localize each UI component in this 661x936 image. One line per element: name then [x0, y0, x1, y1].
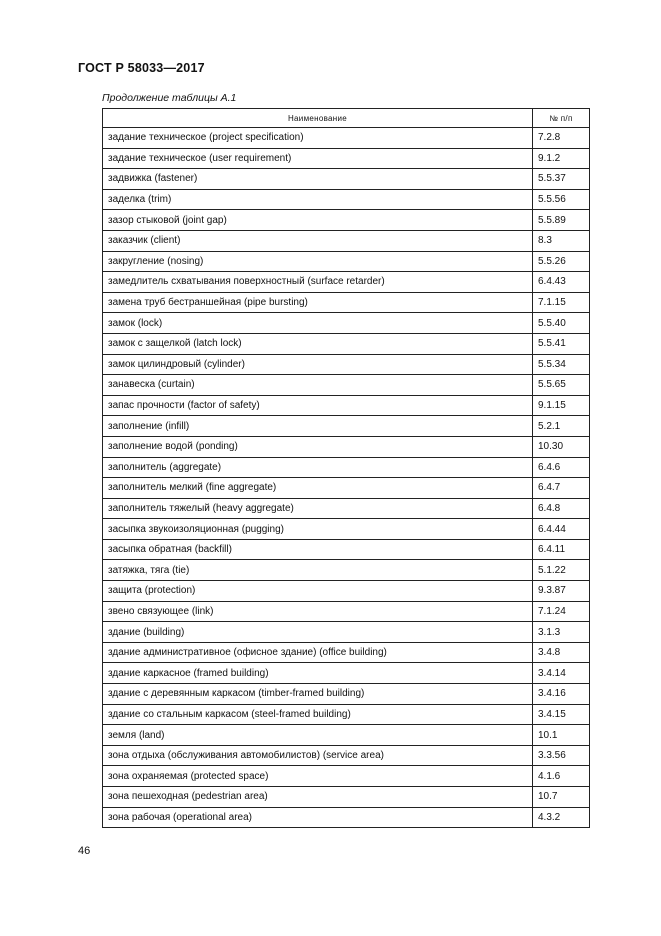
term-name-cell: здание (building) — [103, 622, 533, 643]
table-row — [103, 230, 590, 251]
term-number-cell: 3.4.8 — [533, 642, 590, 663]
term-name-cell: запас прочности (factor of safety) — [103, 395, 533, 416]
table-row — [103, 210, 590, 231]
table-row — [103, 478, 590, 499]
term-name-cell: зазор стыковой (joint gap) — [103, 210, 533, 231]
term-name-cell: зона рабочая (operational area) — [103, 807, 533, 828]
term-number-cell: 7.2.8 — [533, 128, 590, 149]
term-number-cell: 10.7 — [533, 787, 590, 808]
table-row — [103, 807, 590, 828]
table-row — [103, 436, 590, 457]
term-name-cell: замена труб бестраншейная (pipe bursting) — [103, 292, 533, 313]
term-number-cell: 7.1.24 — [533, 601, 590, 622]
table-row — [103, 457, 590, 478]
table-row — [103, 519, 590, 540]
term-number-cell: 3.3.56 — [533, 745, 590, 766]
term-number-cell: 5.2.1 — [533, 416, 590, 437]
term-number-cell: 6.4.6 — [533, 457, 590, 478]
term-number-cell: 4.3.2 — [533, 807, 590, 828]
term-name-cell: задание техническое (project specification) — [103, 128, 533, 149]
term-number-cell: 7.1.15 — [533, 292, 590, 313]
term-name-cell: заказчик (client) — [103, 230, 533, 251]
term-name-cell: заполнение водой (ponding) — [103, 436, 533, 457]
page-number: 46 — [78, 845, 91, 857]
table-row — [103, 251, 590, 272]
term-number-cell: 5.5.40 — [533, 313, 590, 334]
term-number-cell: 9.3.87 — [533, 581, 590, 602]
term-number-cell: 5.5.41 — [533, 333, 590, 354]
term-number-cell: 3.1.3 — [533, 622, 590, 643]
term-name-cell: замедлитель схватывания поверхностный (surface retarder) — [103, 272, 533, 293]
term-number-cell: 6.4.44 — [533, 519, 590, 540]
term-name-cell: заделка (trim) — [103, 189, 533, 210]
term-name-cell: зона охраняемая (protected space) — [103, 766, 533, 787]
term-number-cell: 3.4.15 — [533, 704, 590, 725]
term-number-cell: 10.30 — [533, 436, 590, 457]
term-name-cell: здание со стальным каркасом (steel-framed building) — [103, 704, 533, 725]
term-number-cell: 9.1.2 — [533, 148, 590, 169]
column-header-name: Наименование — [103, 109, 533, 128]
term-name-cell: засыпка звукоизоляционная (pugging) — [103, 519, 533, 540]
table-row — [103, 148, 590, 169]
term-number-cell: 6.4.11 — [533, 539, 590, 560]
term-name-cell: задание техническое (user requirement) — [103, 148, 533, 169]
term-name-cell: зона пешеходная (pedestrian area) — [103, 787, 533, 808]
table-row — [103, 787, 590, 808]
term-name-cell: заполнитель мелкий (fine aggregate) — [103, 478, 533, 499]
term-number-cell: 6.4.8 — [533, 498, 590, 519]
term-number-cell: 6.4.7 — [533, 478, 590, 499]
table-row — [103, 375, 590, 396]
term-number-cell: 5.5.89 — [533, 210, 590, 231]
term-name-cell: замок с защелкой (latch lock) — [103, 333, 533, 354]
term-name-cell: замок (lock) — [103, 313, 533, 334]
term-name-cell: затяжка, тяга (tie) — [103, 560, 533, 581]
table-row — [103, 663, 590, 684]
table-body — [103, 128, 590, 828]
terms-table — [102, 108, 590, 828]
term-number-cell: 10.1 — [533, 725, 590, 746]
table-row — [103, 395, 590, 416]
term-name-cell: зона отдыха (обслуживания автомобилистов) (service area) — [103, 745, 533, 766]
table-row — [103, 189, 590, 210]
term-number-cell: 5.5.56 — [533, 189, 590, 210]
term-name-cell: здание с деревянным каркасом (timber-framed building) — [103, 684, 533, 705]
term-number-cell: 5.1.22 — [533, 560, 590, 581]
term-name-cell: земля (land) — [103, 725, 533, 746]
document-header: ГОСТ Р 58033—2017 — [78, 61, 205, 75]
term-number-cell: 5.5.34 — [533, 354, 590, 375]
term-name-cell: занавеска (curtain) — [103, 375, 533, 396]
table-row — [103, 354, 590, 375]
table-row — [103, 333, 590, 354]
term-name-cell: закругление (nosing) — [103, 251, 533, 272]
term-number-cell: 3.4.14 — [533, 663, 590, 684]
term-name-cell: задвижка (fastener) — [103, 169, 533, 190]
table-row — [103, 272, 590, 293]
table-row — [103, 766, 590, 787]
table-row — [103, 313, 590, 334]
table-row — [103, 704, 590, 725]
term-number-cell: 4.1.6 — [533, 766, 590, 787]
term-name-cell: звено связующее (link) — [103, 601, 533, 622]
table-row — [103, 128, 590, 149]
term-name-cell: защита (protection) — [103, 581, 533, 602]
term-name-cell: засыпка обратная (backfill) — [103, 539, 533, 560]
term-number-cell: 5.5.65 — [533, 375, 590, 396]
term-name-cell: заполнитель (aggregate) — [103, 457, 533, 478]
table-row — [103, 169, 590, 190]
term-number-cell: 3.4.16 — [533, 684, 590, 705]
term-number-cell: 8.3 — [533, 230, 590, 251]
table-row — [103, 416, 590, 437]
term-name-cell: здание каркасное (framed building) — [103, 663, 533, 684]
table-row — [103, 560, 590, 581]
table-header-row — [103, 109, 590, 128]
table-row — [103, 642, 590, 663]
table-row — [103, 745, 590, 766]
table-row — [103, 498, 590, 519]
term-number-cell: 6.4.43 — [533, 272, 590, 293]
table-row — [103, 292, 590, 313]
table-row — [103, 725, 590, 746]
column-header-number: № п/п — [533, 109, 590, 128]
term-name-cell: замок цилиндровый (cylinder) — [103, 354, 533, 375]
table-row — [103, 601, 590, 622]
table-row — [103, 622, 590, 643]
table-row — [103, 539, 590, 560]
table-caption: Продолжение таблицы А.1 — [102, 92, 237, 104]
table-row — [103, 581, 590, 602]
term-name-cell: здание административное (офисное здание) (office building) — [103, 642, 533, 663]
term-number-cell: 5.5.26 — [533, 251, 590, 272]
table-row — [103, 684, 590, 705]
term-name-cell: заполнение (infill) — [103, 416, 533, 437]
term-number-cell: 5.5.37 — [533, 169, 590, 190]
term-name-cell: заполнитель тяжелый (heavy aggregate) — [103, 498, 533, 519]
term-number-cell: 9.1.15 — [533, 395, 590, 416]
